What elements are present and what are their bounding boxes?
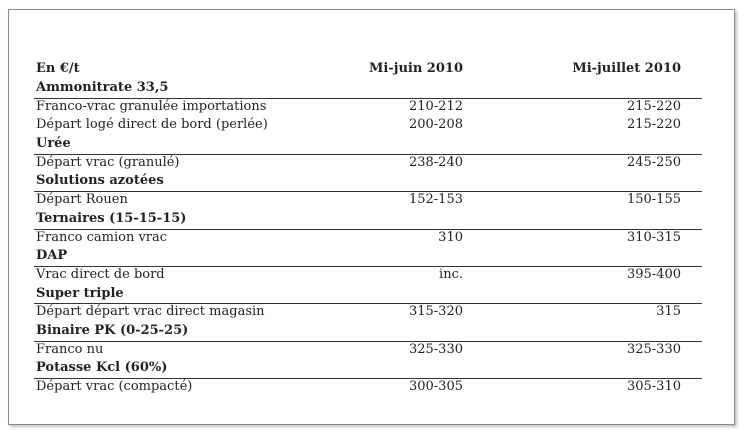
col-june-header: Mi-juin 2010 — [369, 61, 463, 76]
july-value: 325-330 — [626, 341, 681, 357]
row-label: Franco camion vrac — [36, 229, 168, 245]
july-value: 245-250 — [626, 154, 681, 170]
table-row — [34, 98, 702, 117]
category-label: Urée — [36, 136, 71, 152]
col-july-header: Mi-juillet 2010 — [572, 61, 681, 76]
category-label: Ammonitrate 33,5 — [36, 80, 169, 95]
july-value: 315 — [656, 304, 681, 320]
june-value: 210-212 — [408, 98, 463, 114]
table-row — [34, 266, 702, 285]
row-label: Départ vrac (compacté) — [36, 379, 193, 394]
category-label: Ternaires (15-15-15) — [36, 210, 187, 226]
category-row — [34, 172, 702, 191]
category-row — [34, 247, 702, 266]
july-value: 215-220 — [626, 98, 681, 114]
row-label: Franco-vrac granulée importations — [36, 98, 267, 114]
july-value: 215-220 — [626, 117, 681, 133]
june-value: 200-208 — [408, 117, 463, 133]
category-row — [34, 79, 702, 98]
row-label: Franco nu — [36, 341, 104, 357]
document-frame — [8, 9, 735, 425]
july-value: 150-155 — [626, 192, 681, 208]
row-label: Départ départ vrac direct magasin — [36, 304, 265, 320]
category-row — [34, 210, 702, 229]
july-value: 305-310 — [626, 379, 681, 394]
category-label: Super triple — [36, 285, 124, 301]
row-label: Départ vrac (granulé) — [36, 154, 180, 170]
table-row — [34, 378, 702, 397]
table-row — [34, 116, 702, 135]
june-value: 238-240 — [408, 154, 463, 170]
row-label: Départ logé direct de bord (perlée) — [36, 117, 268, 133]
june-value: 325-330 — [408, 341, 463, 357]
category-row — [34, 285, 702, 304]
june-value: inc. — [439, 266, 463, 282]
june-value: 315-320 — [408, 304, 463, 320]
june-value: 310 — [438, 229, 463, 245]
category-row — [34, 135, 702, 154]
category-label: Potasse Kcl (60%) — [36, 360, 168, 376]
category-label: Binaire PK (0-25-25) — [36, 322, 189, 338]
category-label: DAP — [36, 248, 68, 264]
table-row — [34, 191, 702, 210]
row-label: Vrac direct de bord — [36, 266, 165, 282]
table-row — [34, 341, 702, 360]
june-value: 152-153 — [408, 192, 463, 208]
table-header — [34, 60, 702, 79]
category-row — [34, 359, 702, 378]
row-label: Départ Rouen — [36, 192, 128, 208]
table-row — [34, 303, 702, 322]
unit-header: En €/t — [36, 61, 80, 76]
table-row — [34, 154, 702, 173]
june-value: 300-305 — [408, 379, 463, 394]
july-value: 310-315 — [626, 229, 681, 245]
category-row — [34, 322, 702, 341]
july-value: 395-400 — [626, 266, 681, 282]
table-row — [34, 229, 702, 248]
category-label: Solutions azotées — [36, 173, 164, 189]
price-table — [34, 60, 702, 397]
